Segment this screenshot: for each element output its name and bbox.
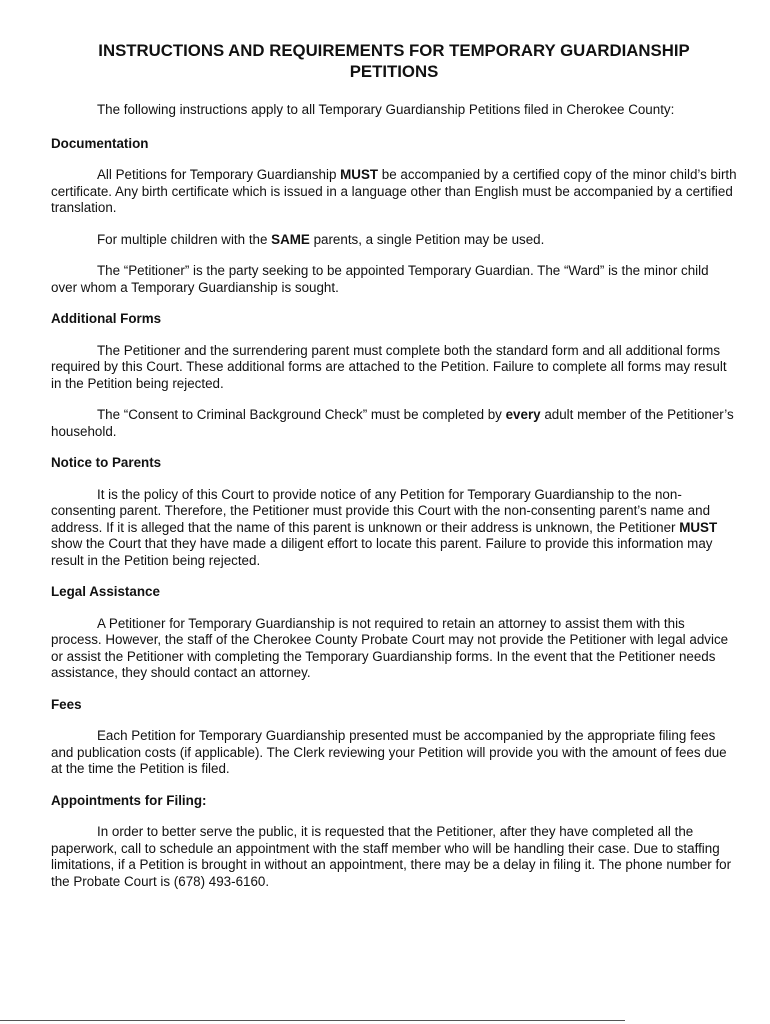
text-run: It is the policy of this Court to provide notice of any Petition for Temporary Guardianship to the non-consenting parent. Therefore, the Petitioner must provide this Court with the non-consenting parent’s name and address. If it is alleged that the name of this parent is unknown or their address is unknown, the Petitioner <box>51 486 711 535</box>
text-run: show the Court that they have made a diligent effort to locate this parent. Failure to provide this information may result in the Petition being rejected. <box>51 536 713 568</box>
section-heading-appointments: Appointments for Filing: <box>51 792 207 808</box>
paragraph-additional-forms: The Petitioner and the surrendering parent must complete both the standard form and all additional forms required by this Court. These additional forms are attached to the Petition. Failure to complete all forms may result in the Petition being rejected. <box>51 342 727 391</box>
paragraph-definitions: The “Petitioner” is the party seeking to be appointed Temporary Guardian. The “Ward” is the minor child over whom a Temporary Guardianship is sought. <box>51 263 709 295</box>
section-heading-fees: Fees <box>51 696 82 712</box>
section-heading-legal-assistance: Legal Assistance <box>51 584 160 599</box>
text-run: All Petitions for Temporary Guardianship <box>97 167 341 182</box>
paragraph-birth-certificate <box>51 167 737 217</box>
section-heading-documentation: Documentation <box>51 135 149 151</box>
bottom-divider <box>0 1020 625 1021</box>
paragraph-appointments: In order to better serve the public, it is requested that the Petitioner, after they have completed all the paperwork, call to schedule an appointment with the staff member who will be handling their case. Due to staffing limitations, if a Petition is brought in without an appointment, there may be a delay in filing it. The phone number for the Probate Court is (678) 493-6160. <box>51 824 732 889</box>
emphasis-text: SAME <box>271 231 310 247</box>
emphasis-text: every <box>505 407 541 422</box>
text-run: The “Consent to Criminal Background Check” must be completed by <box>97 407 506 422</box>
paragraph-notice-to-parents <box>51 487 737 570</box>
paragraph-legal-assistance: A Petitioner for Temporary Guardianship is not required to retain an attorney to assist them with this process. However, the staff of the Cherokee County Probate Court may not provide the Petitioner with legal advice or assist the Petitioner with completing the Temporary Guardianship forms. In the event that the Petitioner needs assistance, they should contact an attorney. <box>51 615 729 680</box>
intro-paragraph: The following instructions apply to all Temporary Guardianship Petitions filed in Cherokee County: <box>97 102 675 117</box>
section-heading-additional-forms: Additional Forms <box>51 311 162 326</box>
text-run: adult member of the Petitioner’s household. <box>51 407 734 439</box>
document-title: INSTRUCTIONS AND REQUIREMENTS FOR TEMPORARY GUARDIANSHIP PETITIONS <box>98 41 690 81</box>
paragraph-multiple-children <box>51 232 737 249</box>
emphasis-text: MUST <box>679 519 718 535</box>
paragraph-background-check <box>51 407 737 440</box>
document-page <box>51 40 737 905</box>
emphasis-text: MUST <box>340 167 379 182</box>
paragraph-fees: Each Petition for Temporary Guardianship presented must be accompanied by the appropriate filing fees and publication costs (if applicable). The Clerk reviewing your Petition will provide you with the amount of fees due at the time the Petition is filed. <box>51 728 727 776</box>
text-run: For multiple children with the <box>97 231 272 247</box>
text-run: be accompanied by a certified copy of the minor child’s birth certificate. Any birth certificate which is issued in a language other than English must be accompanied by a certified translation. <box>51 167 737 215</box>
section-heading-notice-to-parents: Notice to Parents <box>51 455 162 470</box>
text-run: parents, a single Petition may be used. <box>309 231 545 247</box>
